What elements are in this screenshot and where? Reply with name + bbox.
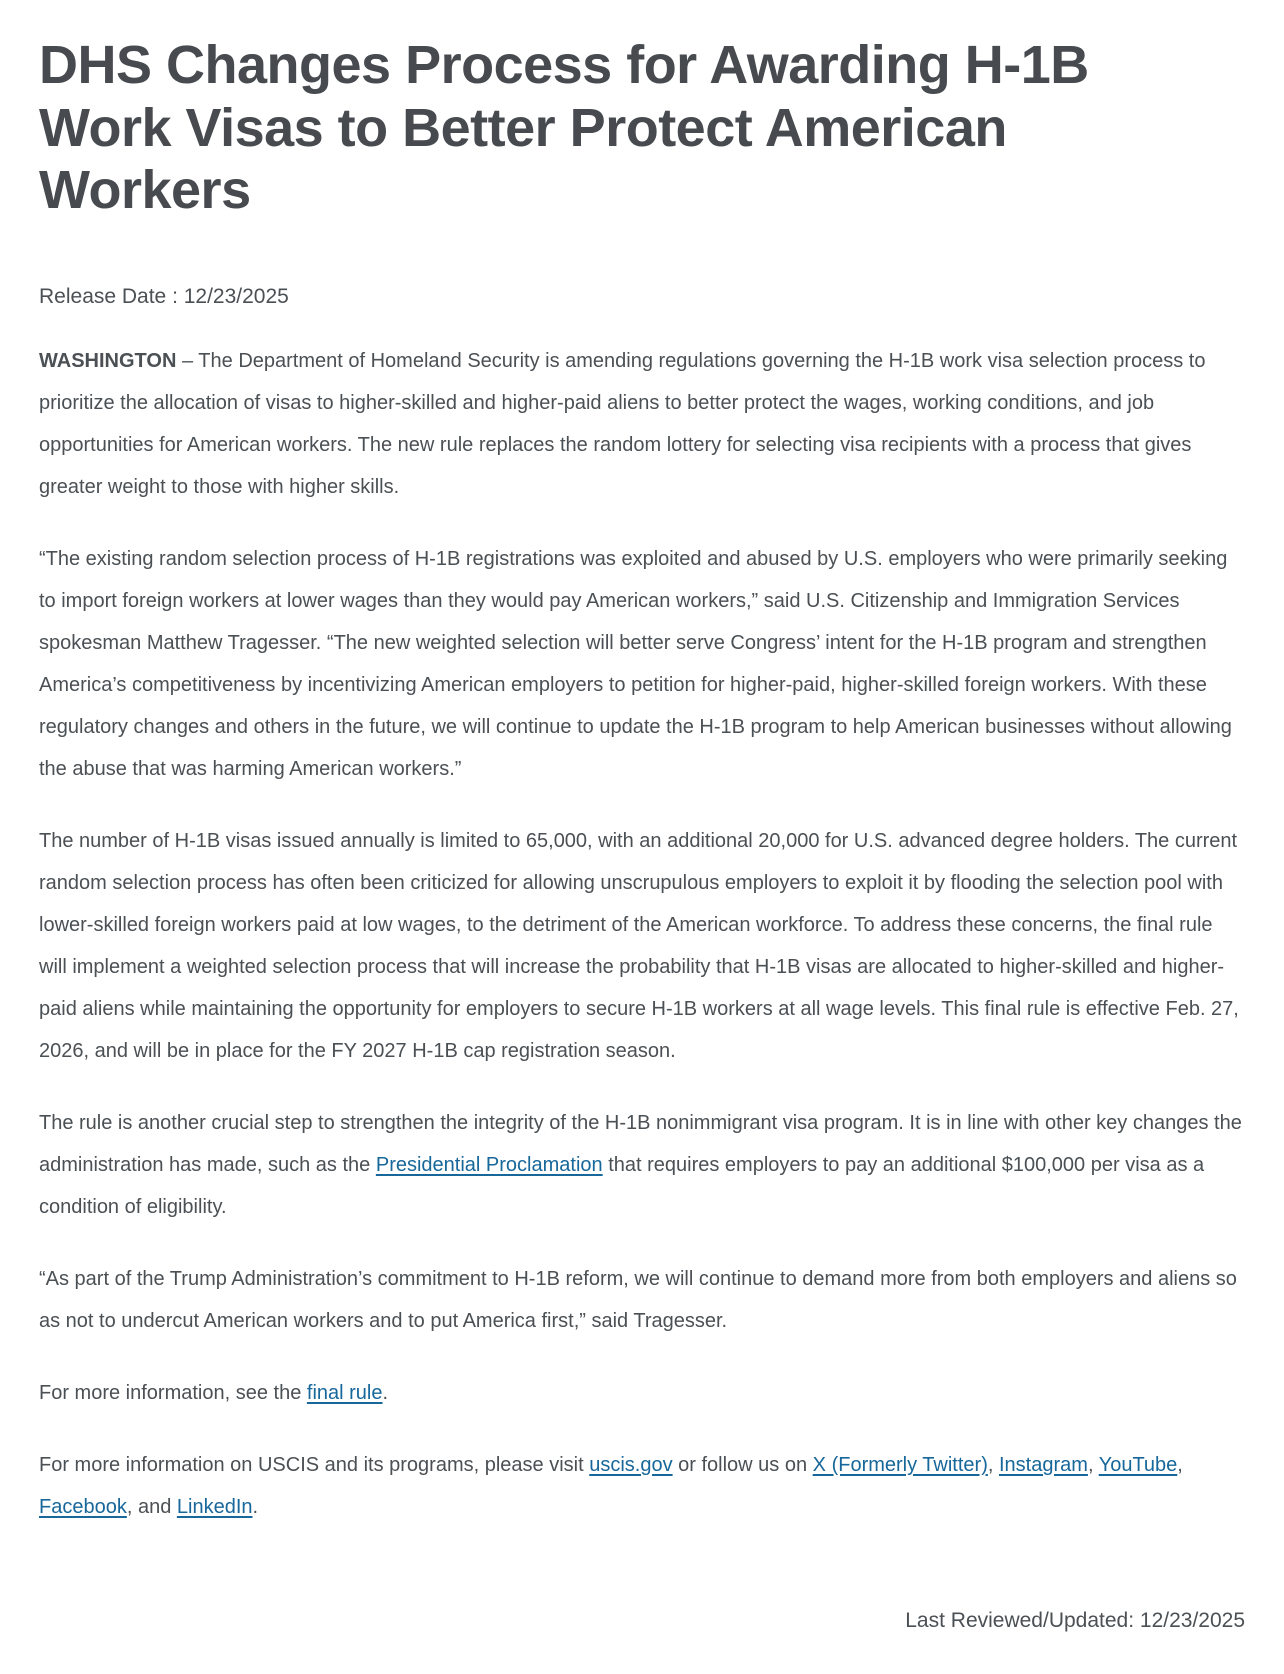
paragraph-trump-administration-quote [39, 1258, 1245, 1342]
text-run: The number of H-1B visas issued annually is limited to 65,000, with an additional 20,000 for U.S. advanced degree holders. The current random selection process has often been criticized for allowing unscrupulous employers to exploit it by flooding the selection pool with lower-skilled foreign workers paid at low wages, to the detriment of the American workforce. To address these concerns, the final rule will implement a weighted selection process that will increase the probability that H-1B visas are allocated to higher-skilled and higher-paid aliens while maintaining the opportunity for employers to secure H-1B workers at all wage levels. This final rule is effective Feb. 27, 2026, and will be in place for the FY 2027 H-1B cap registration season. [39, 829, 1239, 1062]
article-body [39, 340, 1245, 1528]
text-run: , [987, 1453, 999, 1476]
bold-text-run: WASHINGTON [39, 349, 177, 372]
paragraph-tragesser-quote [39, 538, 1245, 790]
text-run: The rule is another crucial step to strengthen the integrity of the H-1B nonimmigrant visa program. It is in line with other key changes the administration has made, such as the [39, 1111, 1242, 1176]
text-run: or follow us on [672, 1453, 813, 1476]
linkedin-link[interactable]: LinkedIn [176, 1495, 253, 1518]
text-run: “The existing random selection process of H-1B registrations was exploited and abused by U.S. employers who were primarily seeking to import foreign workers at lower wages than they would pay American workers,” said U.S. Citizenship and Immigration Services spokesman Matthew Tragesser. “The new weighted selection will better serve Congress’ intent for the H-1B program and strengthen America’s competitiveness by incentivizing American employers to petition for higher-paid, higher-skilled foreign workers. With these regulatory changes and others in the future, we will continue to update the H-1B program to help American businesses without allowing the abuse that was harming American workers.” [39, 547, 1232, 780]
presidential-proclamation-link[interactable]: Presidential Proclamation [375, 1153, 603, 1176]
text-run: For more information on USCIS and its programs, please visit [39, 1453, 590, 1476]
text-run: that requires employers to pay an additional $100,000 per visa as a condition of eligibility. [39, 1153, 1205, 1218]
paragraph-visa-numbers [39, 820, 1245, 1072]
text-run: , and [126, 1495, 177, 1518]
text-run: . [252, 1495, 259, 1518]
final-rule-link[interactable]: final rule [306, 1381, 383, 1404]
youtube-link[interactable]: YouTube [1098, 1453, 1178, 1476]
x-formerly-twitter-link[interactable]: X (Formerly Twitter) [812, 1453, 988, 1476]
text-run: , [1177, 1453, 1183, 1476]
paragraph-uscis-follow [39, 1444, 1245, 1528]
paragraph-washington-lead [39, 340, 1245, 508]
facebook-link[interactable]: Facebook [39, 1495, 127, 1518]
text-run: “As part of the Trump Administration’s commitment to H-1B reform, we will continue to demand more from both employers and aliens so as not to undercut American workers and to put America first,” said Tragesser. [39, 1267, 1237, 1332]
last-reviewed-updated: Last Reviewed/Updated: 12/23/2025 [905, 1608, 1245, 1632]
instagram-link[interactable]: Instagram [999, 1453, 1088, 1476]
release-date: Release Date : 12/23/2025 [39, 284, 289, 308]
page-title: DHS Changes Process for Awarding H-1B Work Visas to Better Protect American Workers [39, 35, 1089, 221]
text-run: – The Department of Homeland Security is amending regulations governing the H-1B work visa selection process to prioritize the allocation of visas to higher-skilled and higher-paid aliens to better protect the wages, working conditions, and job opportunities for American workers. The new rule replaces the random lottery for selecting visa recipients with a process that gives greater weight to those with higher skills. [39, 349, 1206, 498]
paragraph-final-rule-info [39, 1372, 1245, 1414]
paragraph-rule-integrity [39, 1102, 1245, 1228]
text-run: . [382, 1381, 389, 1404]
uscis-gov-link[interactable]: uscis.gov [589, 1453, 673, 1476]
text-run: , [1087, 1453, 1099, 1476]
text-run: For more information, see the [39, 1381, 307, 1404]
